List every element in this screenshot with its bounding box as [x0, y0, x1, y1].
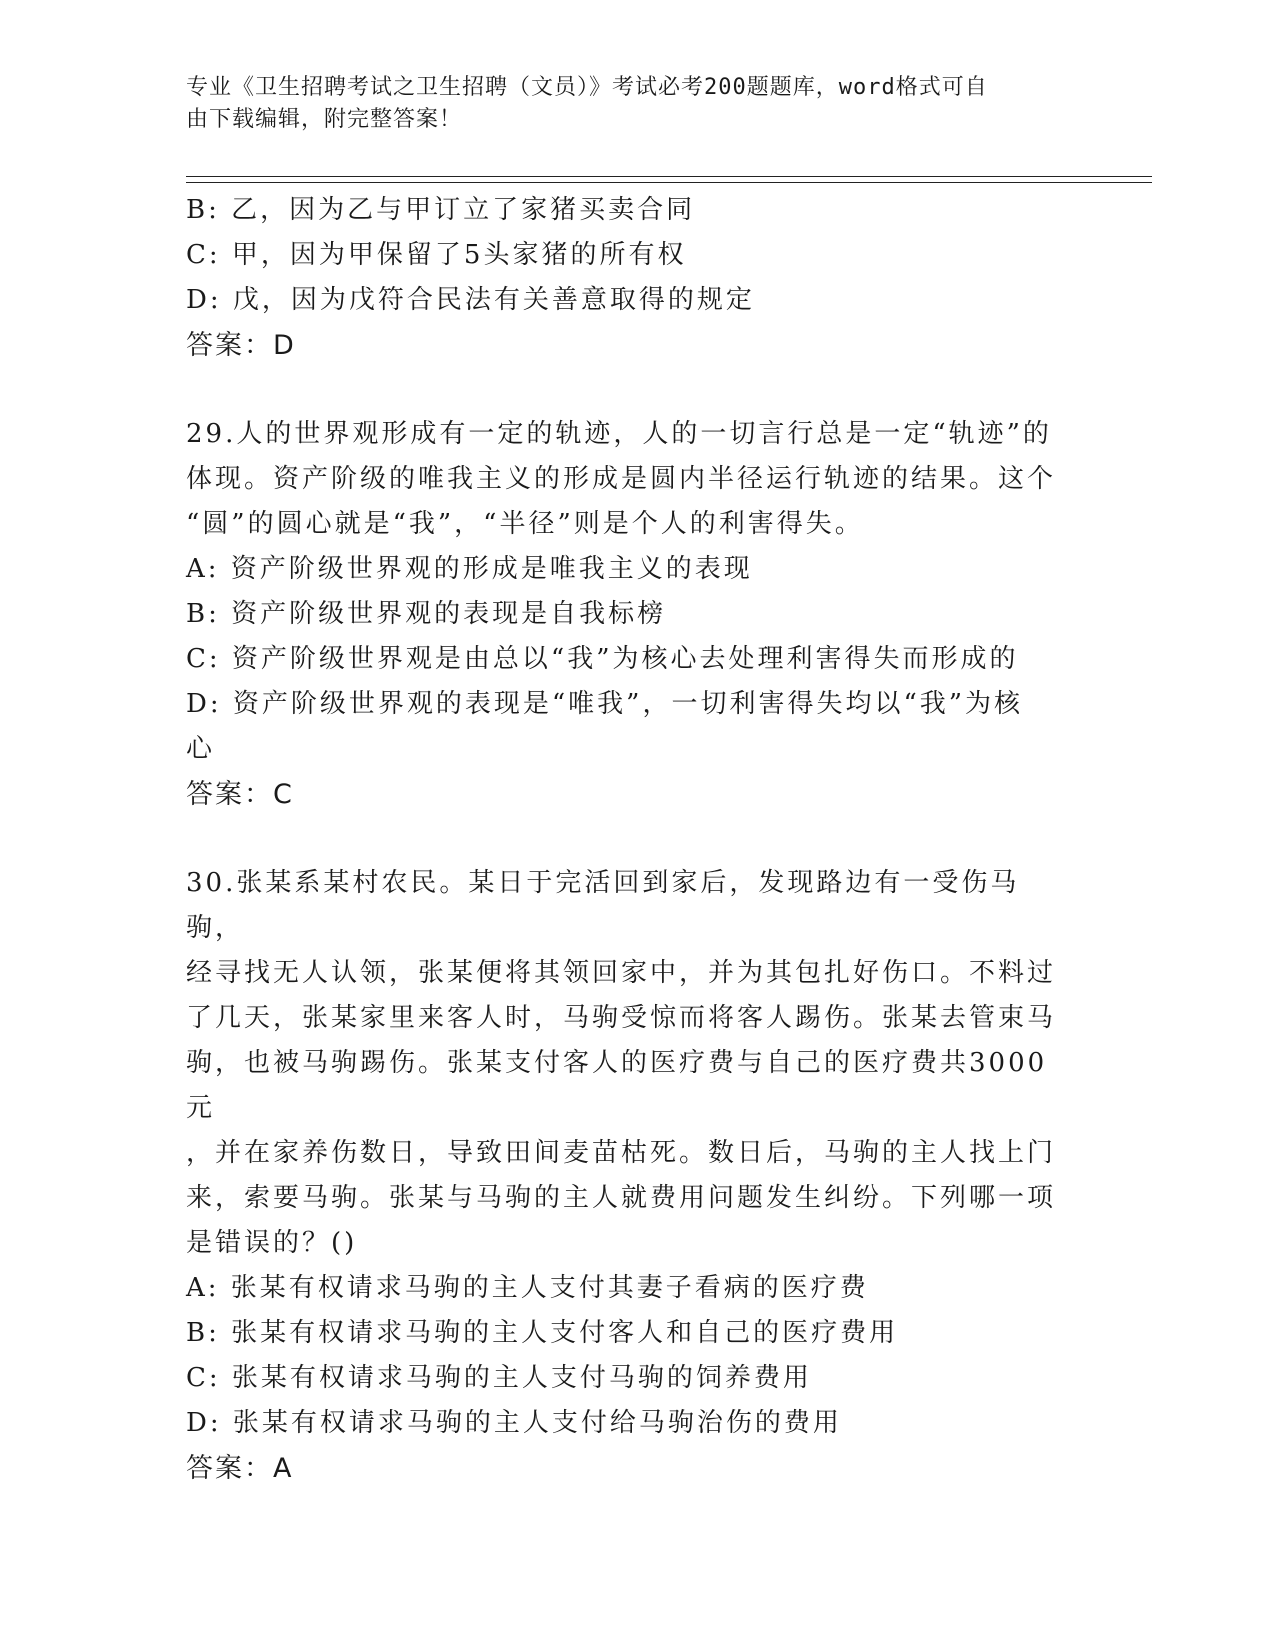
option-d: D: 张某有权请求马驹的主人支付给马驹治伤的费用 — [186, 1408, 842, 1438]
document-header — [186, 72, 1066, 136]
question-stem-line: 经寻找无人认领，张某便将其领回家中，并为其包扎好伤口。不料过 — [186, 958, 1057, 988]
question-stem-line: 驹，也被马驹踢伤。张某支付客人的医疗费与自己的医疗费共3000元 — [186, 1048, 1048, 1123]
header-line-2: 由下载编辑，附完整答案！ — [186, 107, 463, 132]
option-d-continuation: 心 — [186, 734, 216, 764]
option-a: A: 资产阶级世界观的形成是唯我主义的表现 — [186, 554, 753, 584]
question-stem-line: “圆”的圆心就是“我”，“半径”则是个人的利害得失。 — [186, 509, 864, 539]
question-stem-line: 了几天，张某家里来客人时，马驹受惊而将客人踢伤。张某去管束马 — [186, 1003, 1057, 1033]
option-d: D: 戊，因为戊符合民法有关善意取得的规定 — [186, 285, 755, 315]
option-c: C: 资产阶级世界观是由总以“我”为核心去处理利害得失而形成的 — [186, 644, 1019, 674]
header-divider-bottom — [186, 182, 1152, 183]
question-stem-line: ，并在家养伤数日，导致田间麦苗枯死。数日后，马驹的主人找上门 — [186, 1138, 1057, 1168]
question-29 — [186, 412, 1066, 817]
question-stem-line: 体现。资产阶级的唯我主义的形成是圆内半径运行轨迹的结果。这个 — [186, 464, 1057, 494]
question-stem-line: 29.人的世界观形成有一定的轨迹，人的一切言行总是一定“轨迹”的 — [186, 419, 1052, 449]
question-stem-line: 是错误的？() — [186, 1228, 358, 1258]
document-body — [186, 188, 1066, 1491]
option-a: A: 张某有权请求马驹的主人支付其妻子看病的医疗费 — [186, 1273, 869, 1303]
option-b: B: 乙，因为乙与甲订立了家猪买卖合同 — [186, 195, 696, 225]
answer-line: 答案：C — [186, 779, 294, 810]
spacer — [186, 817, 1066, 861]
option-d: D: 资产阶级世界观的表现是“唯我”，一切利害得失均以“我”为核 — [186, 689, 1024, 719]
question-30 — [186, 861, 1066, 1491]
option-b: B: 资产阶级世界观的表现是自我标榜 — [186, 599, 667, 629]
answer-line: 答案：D — [186, 330, 296, 361]
option-c: C: 甲，因为甲保留了5头家猪的所有权 — [186, 240, 687, 270]
option-c: C: 张某有权请求马驹的主人支付马驹的饲养费用 — [186, 1363, 812, 1393]
answer-line: 答案：A — [186, 1453, 294, 1484]
question-28 — [186, 188, 1066, 368]
spacer — [186, 368, 1066, 412]
question-stem-line: 来，索要马驹。张某与马驹的主人就费用问题发生纠纷。下列哪一项 — [186, 1183, 1057, 1213]
header-line-1: 专业《卫生招聘考试之卫生招聘（文员）》考试必考200题题库，word格式可自 — [186, 75, 988, 100]
header-divider-top — [186, 176, 1152, 177]
question-stem-line: 30.张某系某村农民。某日于完活回到家后，发现路边有一受伤马驹， — [186, 868, 1020, 943]
option-b: B: 张某有权请求马驹的主人支付客人和自己的医疗费用 — [186, 1318, 899, 1348]
